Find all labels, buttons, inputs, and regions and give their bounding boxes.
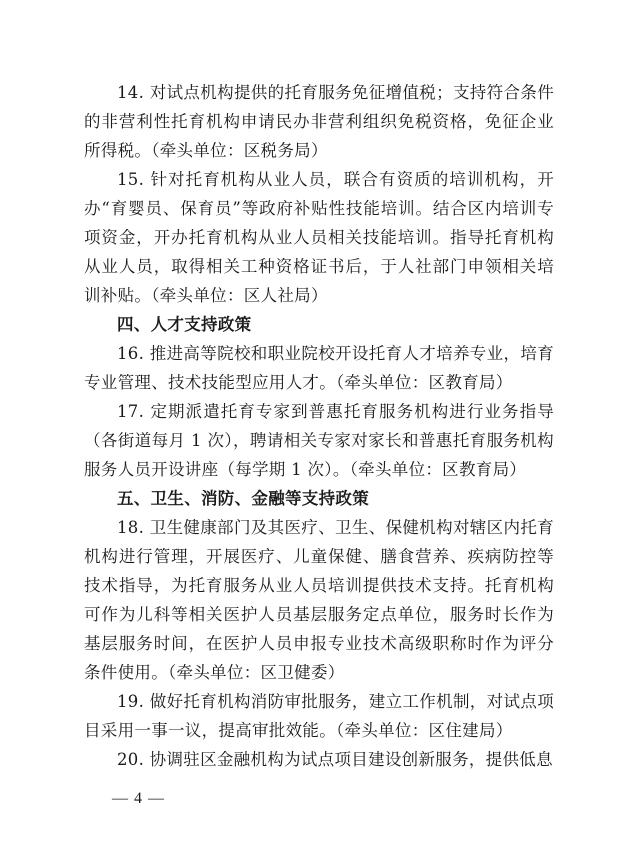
page-number: — 4 — xyxy=(112,790,165,807)
paragraph-19: 19. 做好托育机构消防审批服务，建立工作机制，对试点项目采用一事一议，提高审批效能。（牵头单位：区住建局） xyxy=(84,692,554,740)
paragraph-14: 14. 对试点机构提供的托育服务免征增值税；支持符合条件的非营利性托育机构申请民办非营利组织免税资格，免征企业所得税。（牵头单位：区税务局） xyxy=(84,83,554,160)
paragraph-18: 18. 卫生健康部门及其医疗、卫生、保健机构对辖区内托育机构进行管理，开展医疗、儿童保健、膳食营养、疾病防控等技术指导，为托育服务从业人员培训提供技术支持。托育机构可作为儿科等相关医护人员基层服务定点单位，服务时长作为基层服务时间，在医护人员申报专业技术高级职称时作为评分条件使用。（牵头单位：区卫健委） xyxy=(84,518,554,682)
paragraph-20: 20. 协调驻区金融机构为试点项目建设创新服务，提供低息 xyxy=(117,750,553,769)
paragraph-16: 16. 推进高等院校和职业院校开设托育人才培养专业，培育专业管理、技术技能型应用人才。（牵头单位：区教育局） xyxy=(84,344,554,392)
section-heading-talent: 四、人才支持政策 xyxy=(117,315,252,334)
paragraph-17: 17. 定期派遣托育专家到普惠托育服务机构进行业务指导（各街道每月 1 次），聘请相关专家对家长和普惠托育服务机构服务人员开设讲座（每学期 1 次）。（牵头单位：区教育局） xyxy=(84,402,554,479)
section-heading-health: 五、卫生、消防、金融等支持政策 xyxy=(117,489,369,508)
document-body xyxy=(84,78,554,774)
paragraph-15: 15. 针对托育机构从业人员，联合有资质的培训机构，开办“育婴员、保育员”等政府补贴性技能培训。结合区内培训专项资金，开办托育机构从业人员相关技能培训。指导托育机构从业人员，取得相关工种资格证书后，于人社部门申领相关培训补贴。（牵头单位：区人社局） xyxy=(84,170,554,305)
